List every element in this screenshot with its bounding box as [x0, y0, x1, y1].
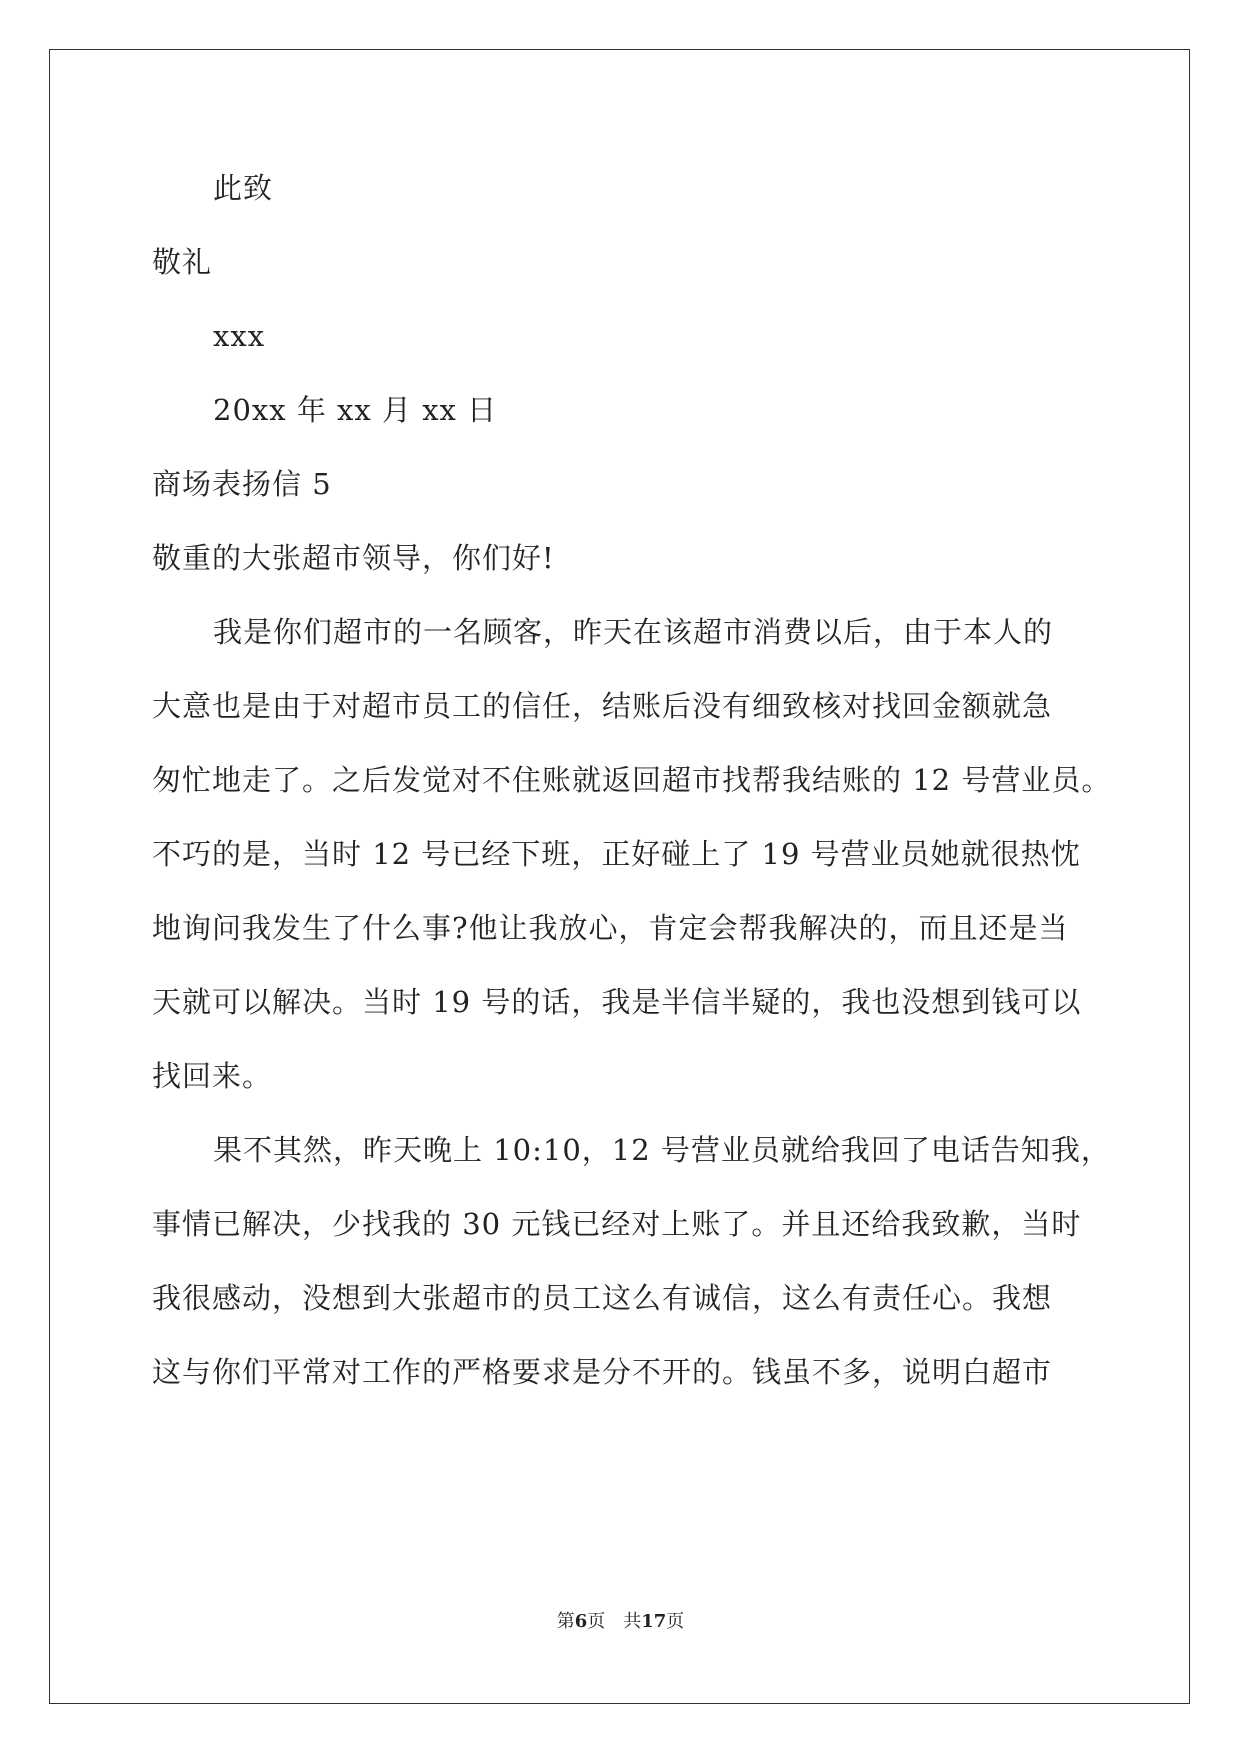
body-line: 天就可以解决。当时 19 号的话，我是半信半疑的，我也没想到钱可以 [152, 985, 1082, 1019]
footer-prefix: 第 [556, 1611, 575, 1632]
page-border [49, 49, 1190, 1704]
closing-salutation: 此致 [213, 171, 274, 205]
body-line: 我很感动，没想到大张超市的员工这么有诚信，这么有责任心。我想 [152, 1281, 1053, 1315]
footer-total-pages: 17 [641, 1611, 667, 1632]
body-line: 事情已解决，少找我的 30 元钱已经对上账了。并且还给我致歉，当时 [152, 1207, 1082, 1241]
body-line: 我是你们超市的一名顾客，昨天在该超市消费以后，由于本人的 [213, 615, 1054, 649]
body-line: 大意也是由于对超市员工的信任，结账后没有细致核对找回金额就急 [152, 689, 1053, 723]
footer-total-prefix: 共 [623, 1611, 642, 1632]
footer-page-suffix: 页 [587, 1611, 606, 1632]
body-line: 这与你们平常对工作的严格要求是分不开的。钱虽不多，说明白超市 [152, 1355, 1053, 1389]
section-heading: 商场表扬信 5 [152, 467, 332, 501]
closing-regards: 敬礼 [152, 245, 213, 279]
footer-page-number: 6 [574, 1611, 588, 1632]
body-line: 找回来。 [152, 1059, 273, 1093]
signature-name: xxx [213, 319, 266, 353]
signature-date: 20xx 年 xx 月 xx 日 [213, 393, 498, 427]
body-line: 地询问我发生了什么事?他让我放心，肯定会帮我解决的，而且还是当 [152, 911, 1069, 945]
page-footer [0, 1611, 1241, 1633]
body-line: 匆忙地走了。之后发觉对不住账就返回超市找帮我结账的 12 号营业员。 [152, 763, 1112, 797]
footer-total-suffix: 页 [666, 1611, 685, 1632]
body-line: 果不其然，昨天晚上 10:10，12 号营业员就给我回了电话告知我， [213, 1133, 1111, 1167]
body-line: 不巧的是，当时 12 号已经下班，正好碰上了 19 号营业员她就很热忱 [152, 837, 1081, 871]
letter-greeting: 敬重的大张超市领导，你们好! [152, 541, 555, 575]
